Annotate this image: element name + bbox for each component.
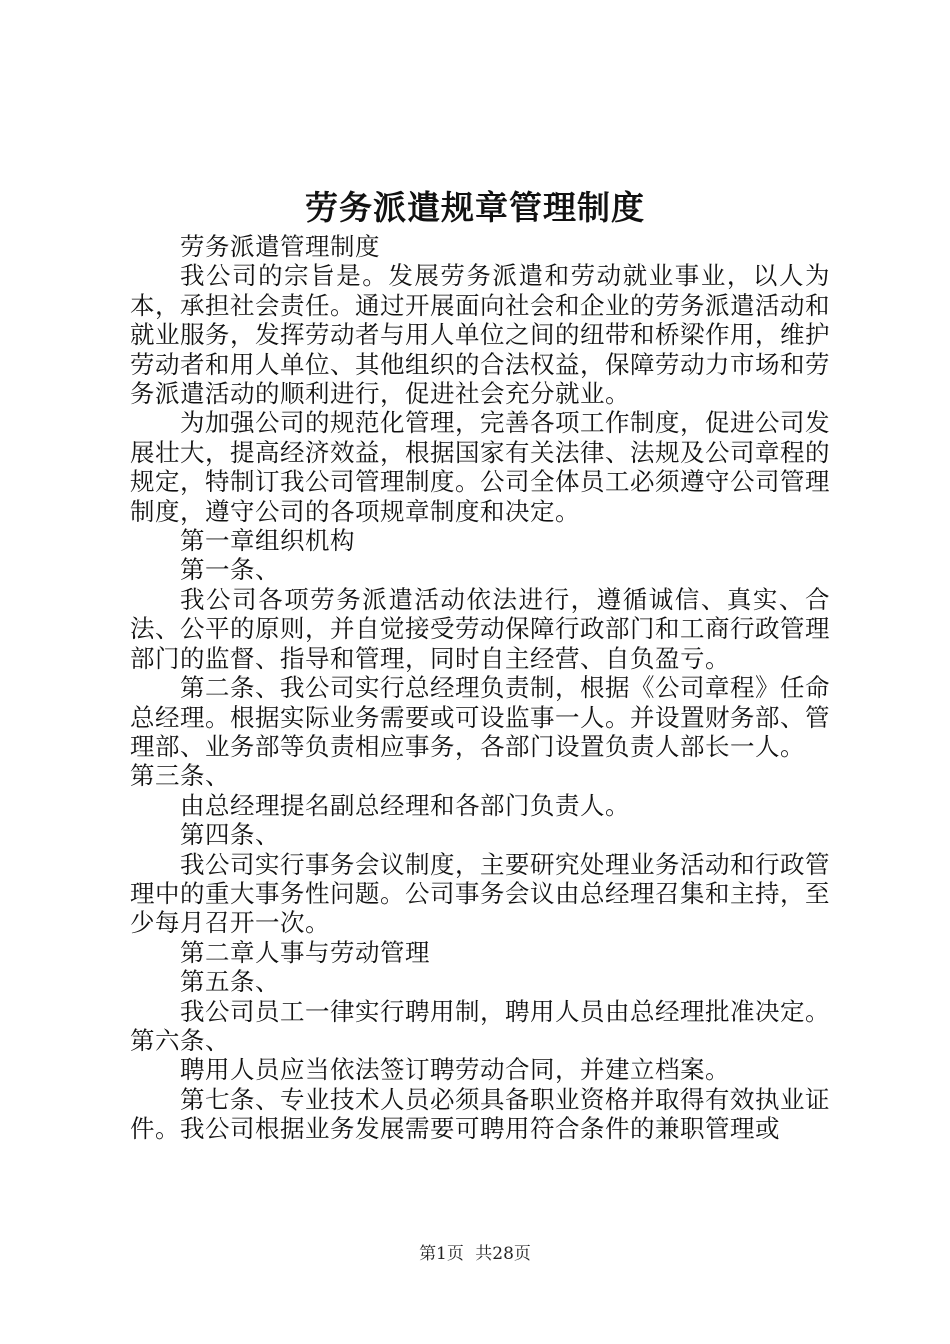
paragraph: 聘用人员应当依法签订聘劳动合同，并建立档案。 — [180, 1055, 730, 1085]
paragraph: 我公司员工一律实行聘用制，聘用人员由总经理批准决定。 — [180, 996, 830, 1026]
document-title: 劳务派遣规章管理制度 — [305, 188, 645, 227]
chapter-heading: 第二章人事与劳动管理 — [180, 937, 430, 967]
chapter-heading: 第一章组织机构 — [180, 526, 355, 556]
paragraph: 由总经理提名副总经理和各部门负责人。 — [180, 790, 630, 820]
article-heading: 第六条、 — [130, 1025, 230, 1055]
page-total: 共28页 — [475, 1244, 531, 1264]
article-heading: 第五条、 — [180, 967, 280, 997]
article-heading: 第三条、 — [130, 761, 230, 791]
paragraph: 我公司的宗旨是。发展劳务派遣和劳动就业事业，以人为本，承担社会责任。通过开展面向社会和企业的劳务派遣活动和就业服务，发挥劳动者与用人单位之间的纽带和桥梁作用，维护劳动者和用人单位、其他组织的合法权益，保障劳动力市场和劳务派遣活动的顺利进行，促进社会充分就业。 — [130, 261, 830, 409]
article-heading: 第一条、 — [180, 555, 280, 585]
document-body — [130, 232, 830, 1144]
page-number: 第1页 — [419, 1244, 464, 1264]
paragraph: 劳务派遣管理制度 — [180, 232, 380, 261]
article-heading: 第四条、 — [180, 820, 280, 850]
paragraph: 第七条、专业技术人员必须具备职业资格并取得有效执业证件。我公司根据业务发展需要可聘用符合条件的兼职管理或 — [130, 1084, 830, 1144]
page-footer — [0, 1243, 950, 1265]
paragraph: 我公司实行事务会议制度，主要研究处理业务活动和行政管理中的重大事务性问题。公司事务会议由总经理召集和主持，至少每月召开一次。 — [130, 849, 830, 938]
paragraph: 为加强公司的规范化管理，完善各项工作制度，促进公司发展壮大，提高经济效益，根据国家有关法律、法规及公司章程的规定，特制订我公司管理制度。公司全体员工必须遵守公司管理制度，遵守公司的各项规章制度和决定。 — [130, 408, 830, 526]
paragraph: 第二条、我公司实行总经理负责制，根据《公司章程》任命总经理。根据实际业务需要或可设监事一人。并设置财务部、管理部、业务部等负责相应事务，各部门设置负责人部长一人。 — [130, 673, 830, 761]
paragraph: 我公司各项劳务派遣活动依法进行，遵循诚信、真实、合法、公平的原则，并自觉接受劳动保障行政部门和工商行政管理部门的监督、指导和管理，同时自主经营、自负盈亏。 — [130, 584, 830, 673]
